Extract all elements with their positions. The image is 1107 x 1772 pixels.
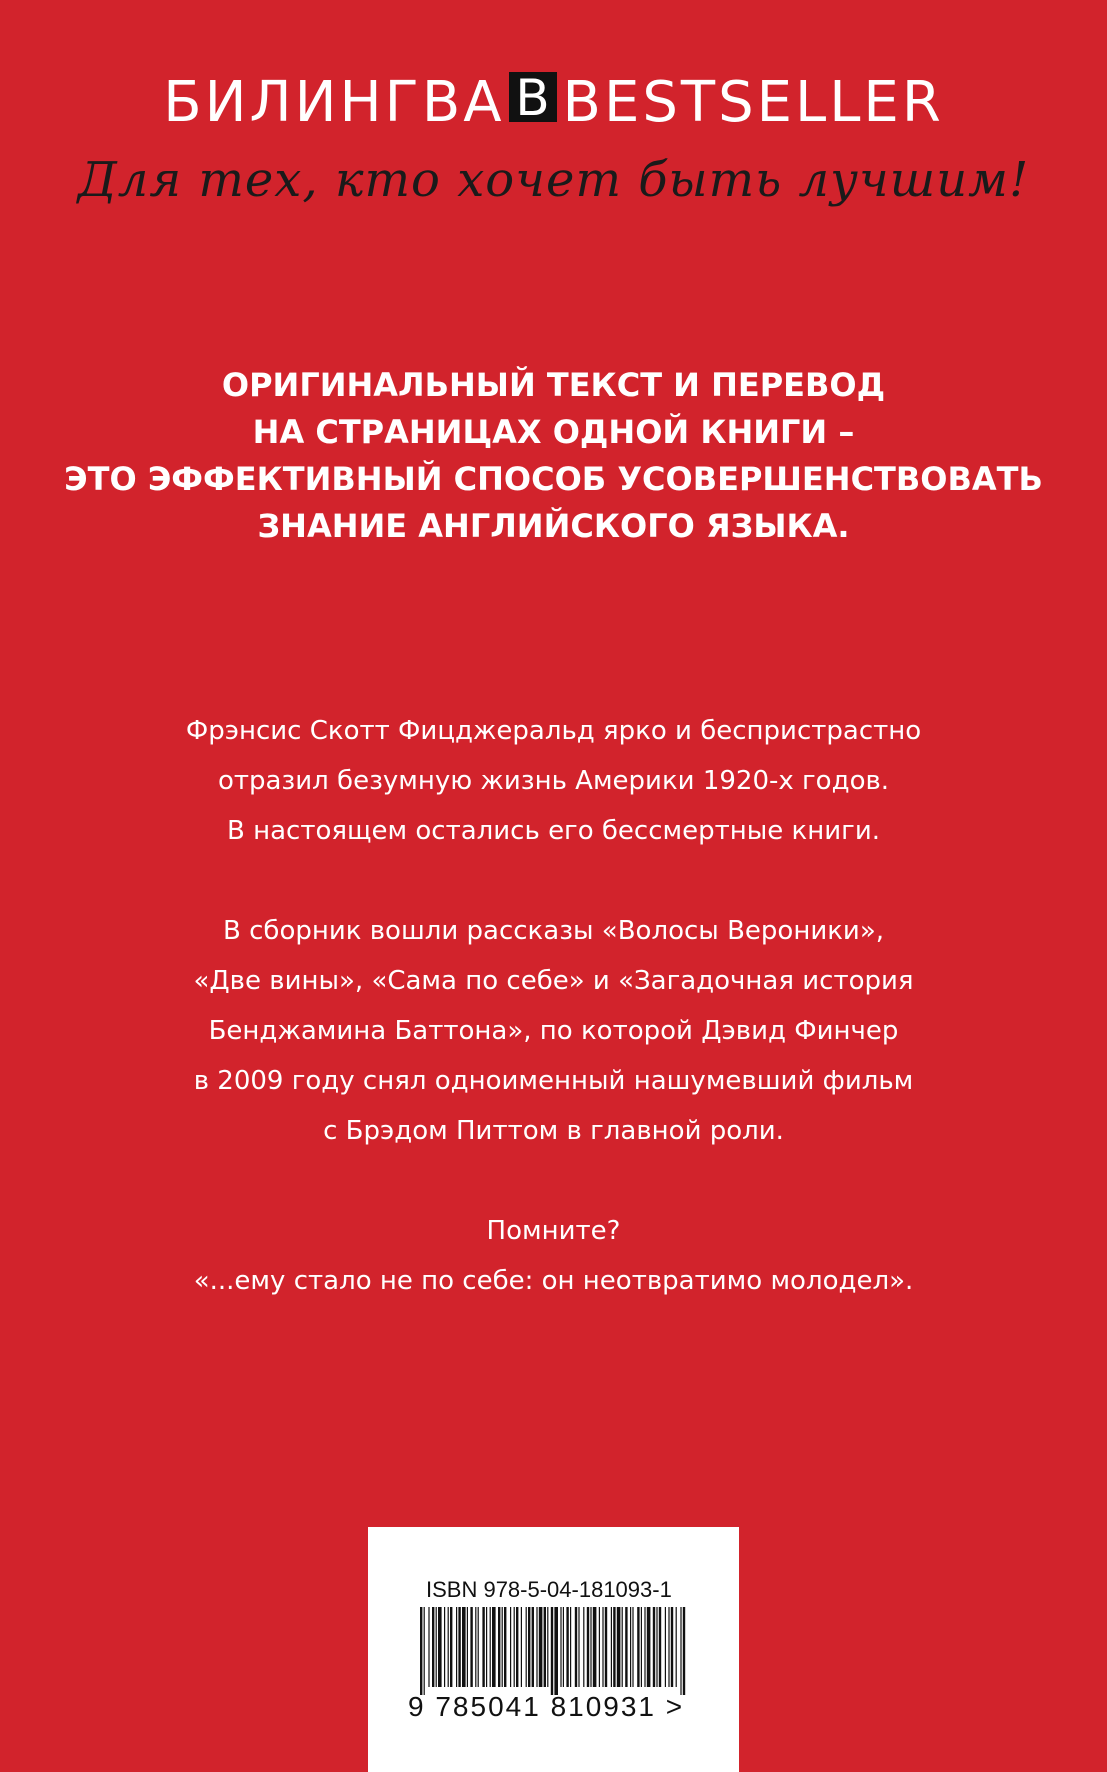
ean-digits: 9 785041 810931 > [408, 1691, 685, 1722]
barcode-bar [482, 1607, 484, 1687]
headline [0, 362, 1107, 550]
barcode-bar [516, 1607, 518, 1687]
barcode-bar [456, 1607, 457, 1687]
barcode-bar [526, 1607, 527, 1687]
barcode-bar [613, 1607, 615, 1687]
barcode-bar [470, 1607, 472, 1687]
barcode-bar [490, 1607, 491, 1687]
headline-line: ЗНАНИЕ АНГЛИЙСКОГО ЯЗЫКА. [257, 507, 850, 545]
barcode-bar [492, 1607, 496, 1687]
text-line: В настоящем остались его бессмертные книги. [227, 816, 880, 846]
barcode-bar [510, 1607, 511, 1687]
barcode-bar [653, 1607, 655, 1687]
barcode-bar [532, 1607, 534, 1687]
barcode-bar [475, 1607, 476, 1687]
barcode-bar [587, 1607, 589, 1687]
barcode-bar [438, 1607, 442, 1687]
barcode-bar [521, 1607, 522, 1687]
headline-line: ОРИГИНАЛЬНЫЙ ТЕКСТ И ПЕРЕВОД [221, 366, 886, 404]
barcode-bar [536, 1607, 537, 1687]
barcode-bar [566, 1607, 568, 1687]
barcode-bar [641, 1607, 642, 1687]
barcode-bar [656, 1607, 657, 1687]
barcode-bar [611, 1607, 612, 1687]
barcode-bar [593, 1607, 597, 1687]
barcode-bar [665, 1607, 666, 1687]
barcode-bar [563, 1607, 564, 1687]
barcode-bar [478, 1607, 479, 1687]
barcode-bar [622, 1607, 623, 1687]
barcode-bar [583, 1607, 584, 1687]
description-paragraph-1 [0, 706, 1107, 856]
barcode-bar [644, 1607, 645, 1687]
barcode-bar [671, 1607, 673, 1687]
series-logo [0, 70, 1107, 136]
text-line: в 2009 году снял одноименный нашумевший фильм [193, 1066, 914, 1096]
text-line: «Две вины», «Сама по себе» и «Загадочная история [193, 966, 914, 996]
barcode-bar [590, 1607, 591, 1687]
barcode-bar [570, 1607, 571, 1687]
text-line: В сборник вошли рассказы «Волосы Вероники», [223, 916, 884, 946]
barcode-bar [432, 1607, 434, 1687]
description-paragraph-2 [0, 906, 1107, 1156]
barcode-bar [458, 1607, 460, 1687]
barcode-bar [676, 1607, 677, 1687]
barcode-bar [560, 1607, 561, 1687]
text-line: Помните? [486, 1216, 621, 1246]
barcode-bar [575, 1607, 577, 1687]
headline-line: НА СТРАНИЦАХ ОДНОЙ КНИГИ – [252, 413, 855, 451]
barcode-bar [554, 1607, 558, 1695]
barcode-bar [528, 1607, 530, 1687]
barcode-bar [680, 1607, 681, 1695]
barcode-bar [486, 1607, 487, 1687]
isbn-label: ISBN 978-5-04-181093-1 [426, 1577, 672, 1602]
barcode-bar [551, 1607, 553, 1695]
description [0, 706, 1107, 1356]
barcode-bar [544, 1607, 546, 1687]
text-line: отразил безумную жизнь Америки 1920-х годов. [217, 766, 890, 796]
barcode-bars [420, 1607, 690, 1695]
barcode-bar [547, 1607, 548, 1687]
barcode-bar [424, 1607, 425, 1695]
description-paragraph-3 [0, 1206, 1107, 1306]
headline-line: ЭТО ЭФФЕКТИВНЫЙ СПОСОБ УСОВЕРШЕНСТВОВАТЬ [64, 460, 1043, 498]
text-line: с Брэдом Питтом в главной роли. [323, 1116, 784, 1146]
text-line: Фрэнсис Скотт Фицджеральд ярко и беспристрастно [185, 716, 922, 746]
text-line: Бенджамина Баттона», по которой Дэвид Финчер [208, 1016, 899, 1046]
barcode-bar [647, 1607, 651, 1687]
barcode-bar [617, 1607, 621, 1687]
barcode-bar [448, 1607, 449, 1687]
barcode-bar [420, 1607, 422, 1695]
text-line: «...ему стало не по себе: он неотвратимо молодел». [193, 1266, 914, 1296]
barcode-bar [637, 1607, 639, 1687]
barcode-bar [504, 1607, 506, 1687]
barcode-bar [668, 1607, 669, 1687]
barcode-bar [428, 1607, 429, 1687]
series-name-left: БИЛИНГВА [163, 70, 505, 135]
series-box-letter: B [509, 72, 557, 122]
barcode-panel [368, 1527, 739, 1772]
barcode-bar [599, 1607, 600, 1687]
barcode-bar [630, 1607, 631, 1687]
barcode-bar [436, 1607, 437, 1687]
barcode-bar [605, 1607, 607, 1687]
barcode-bar [632, 1607, 633, 1687]
barcode-bar [444, 1607, 445, 1687]
barcode-bar [683, 1607, 685, 1695]
barcode-bar [578, 1607, 579, 1687]
barcode-bar [502, 1607, 503, 1687]
barcode-bar [514, 1607, 515, 1687]
tagline: Для тех, кто хочет быть лучшим! [77, 152, 1030, 208]
barcode-bar [467, 1607, 468, 1687]
barcode-bar [625, 1607, 627, 1687]
barcode-bar [450, 1607, 452, 1687]
barcode-bar [462, 1607, 466, 1687]
barcode-bar [498, 1607, 500, 1687]
barcode-bar [602, 1607, 603, 1687]
barcode-bar [539, 1607, 543, 1687]
barcode-bar [659, 1607, 661, 1687]
series-name-right: BESTSELLER [562, 70, 944, 135]
